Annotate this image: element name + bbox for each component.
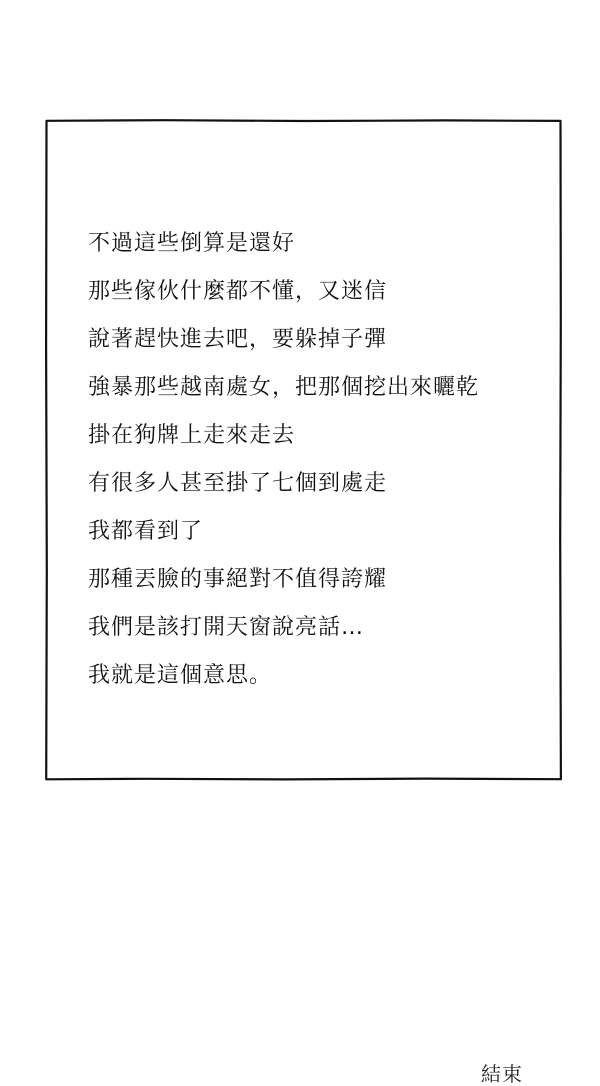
- text-line: 我們是該打開天窗說亮話…: [88, 615, 365, 640]
- text-line: 我都看到了: [88, 519, 204, 544]
- text-line: 強暴那些越南處女，把那個挖出來曬乾: [88, 375, 480, 400]
- text-line: 那種丟臉的事絕對不值得誇耀: [88, 567, 388, 592]
- text-line: 有很多人甚至掛了七個到處走: [88, 471, 388, 496]
- text-line: 我就是這個意思。: [88, 663, 273, 688]
- text-panel: [45, 119, 562, 781]
- text-line: 掛在狗牌上走來走去: [88, 423, 296, 448]
- handwritten-text-lines: [88, 220, 479, 700]
- text-line: 不過這些倒算是還好: [88, 231, 296, 256]
- text-line: 那些傢伙什麼都不懂，又迷信: [88, 279, 388, 304]
- text-line: 說著趕快進去吧，要躲掉子彈: [88, 327, 388, 352]
- end-mark: 結束: [481, 1062, 523, 1086]
